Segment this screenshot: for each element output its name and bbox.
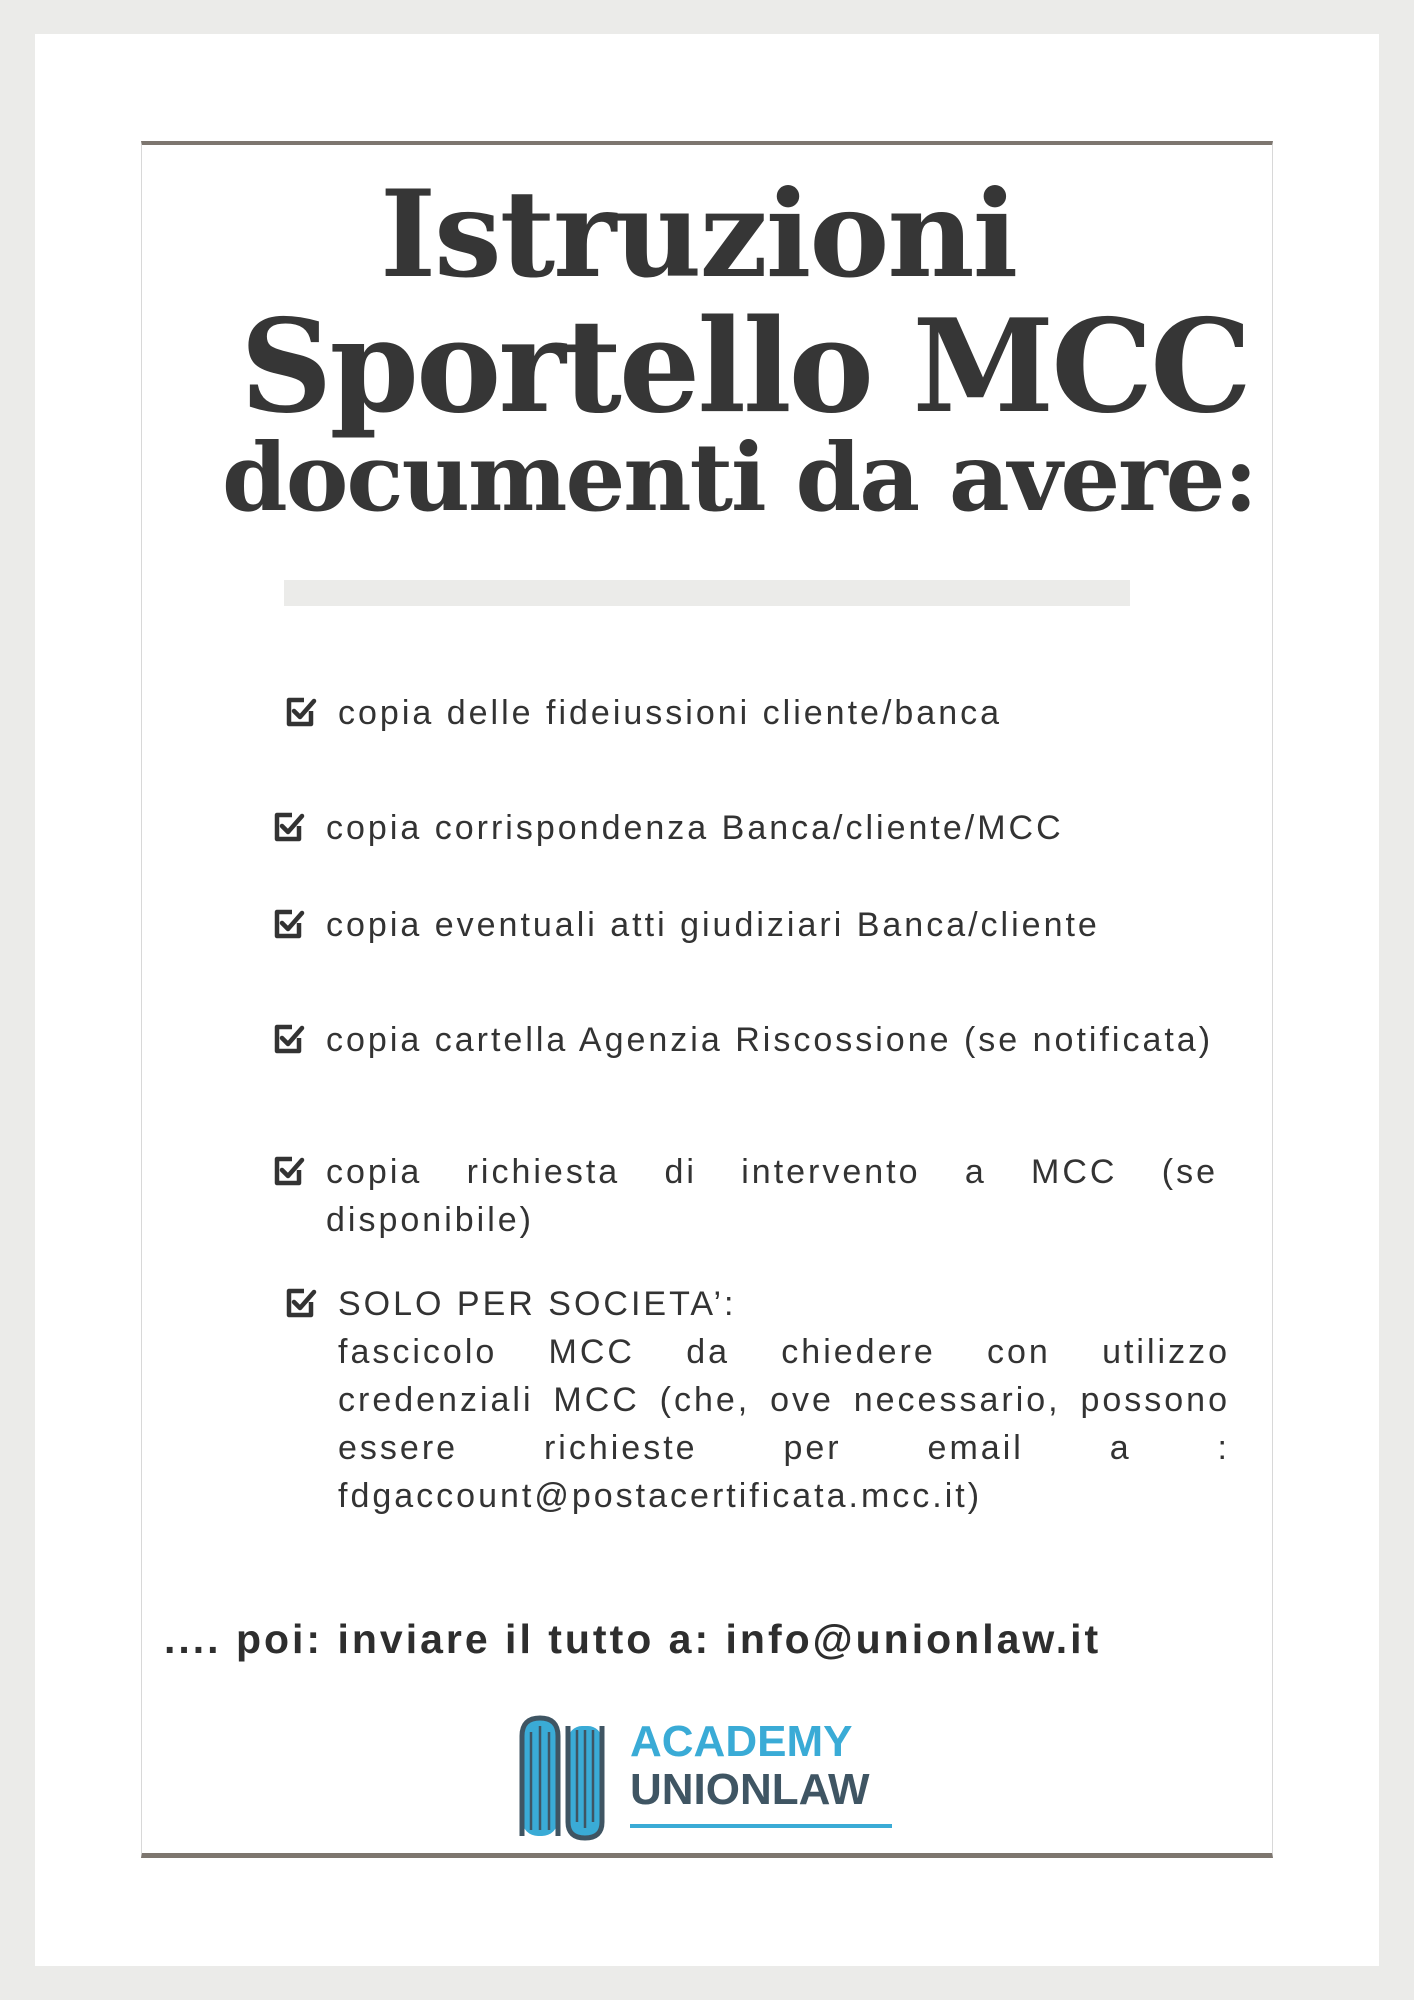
checkbox-checked-icon [272, 1022, 306, 1056]
checklist-item-societa [284, 1280, 1230, 1520]
checklist-item-richiesta-intervento [272, 1148, 1218, 1248]
academy-unionlaw-logo [518, 1712, 898, 1842]
checklist-item-fideiussioni [284, 689, 1144, 739]
send-instruction: .... poi: inviare il tutto a: info@unionlaw.it [164, 1616, 1102, 1662]
logo-text-academy: ACADEMY [630, 1717, 853, 1766]
logo-underline [630, 1824, 892, 1828]
checklist-item-text: copia delle fideiussioni cliente/banca [338, 694, 1003, 732]
book-logo-icon [518, 1712, 606, 1842]
title-line-3: documenti da avere: [222, 423, 1257, 533]
checklist-item-text: copia eventuali atti giudiziari Banca/cliente [326, 906, 1100, 944]
checklist-item-text: fascicolo MCC da chiedere con utilizzo credenziali MCC (che, ove necessario, possono essere richieste per email a : fdgaccount@postacertificata.mcc.it) [338, 1333, 1230, 1515]
title-divider [284, 580, 1130, 606]
checkbox-checked-icon [284, 1286, 318, 1320]
checklist-item-corrispondenza [272, 804, 1172, 854]
checkbox-checked-icon [284, 695, 318, 729]
checklist-item-text: copia cartella Agenzia Riscossione (se notificata) [326, 1021, 1214, 1059]
checklist-item-atti-giudiziari [272, 901, 1212, 951]
logo-text-unionlaw: UNIONLAW [630, 1765, 870, 1814]
checklist-item-heading: SOLO PER SOCIETA’: [338, 1285, 737, 1323]
checkbox-checked-icon [272, 810, 306, 844]
checkbox-checked-icon [272, 907, 306, 941]
checklist-item-text: copia corrispondenza Banca/cliente/MCC [326, 809, 1064, 847]
checkbox-checked-icon [272, 1154, 306, 1188]
title-line-1: Istruzioni [380, 164, 1017, 305]
checklist-item-cartella [272, 1016, 1218, 1116]
title-line-2: Sportello MCC [240, 292, 1249, 442]
checklist-item-text: copia richiesta di intervento a MCC (se disponibile) [326, 1153, 1218, 1239]
